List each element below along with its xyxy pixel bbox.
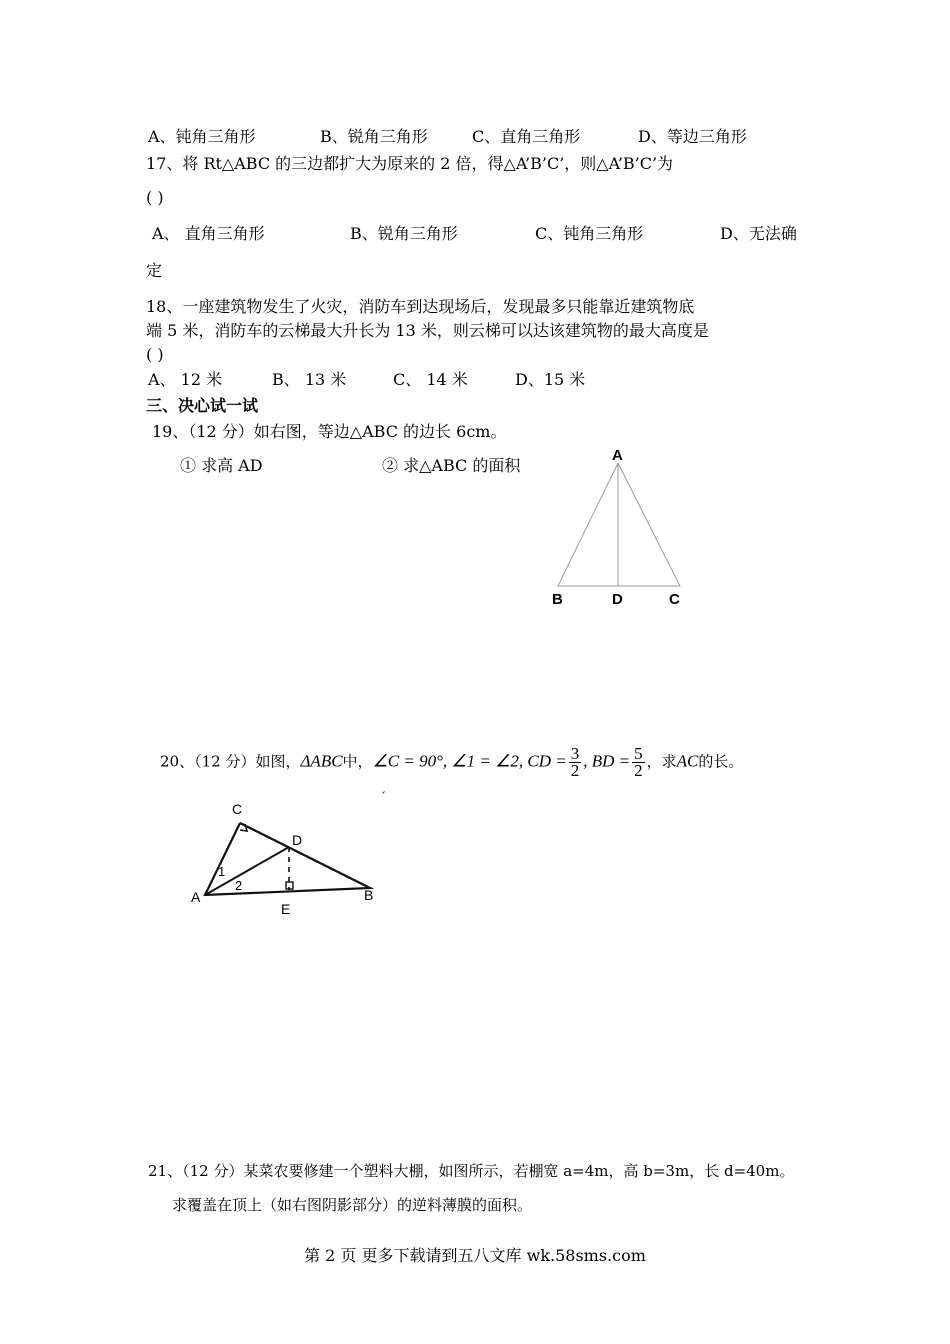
q16-option-b: B、锐角三角形 [320,127,428,146]
q20-prefix: 20、（12 分）如图， [160,752,301,771]
q17-option-d-wrap: 定 [146,261,163,280]
fig-label-d: D [292,832,303,848]
q20-stem [160,746,743,779]
cd-denominator: 2 [570,761,580,780]
q20-ask-pre: ，求 [646,752,677,771]
section-title: 三、决心试一试 [146,396,259,415]
page-footer: 第 2 页 更多下载请到五八文库 wk.58sms.com [304,1246,646,1265]
cd-numerator: 3 [570,744,580,763]
q19-triangle-figure [540,440,700,620]
q17-option-d: D、无法确 [720,224,797,243]
label-b: B [552,591,563,608]
q17-paren: ( ) [146,188,164,207]
q20-fraction-cd [569,746,582,779]
q21-stem-line2: 求覆盖在顶上（如右图阴影部分）的逆料薄膜的面积。 [172,1196,533,1214]
q19-sub2: ② 求△ABC 的面积 [382,456,521,475]
q17-option-b: B、锐角三角形 [350,224,458,243]
q19-sub1: ① 求高 AD [180,456,263,475]
fig-label-e: E [281,901,291,917]
q20-condition-bd: , BD = [583,751,631,771]
q20-condition: ∠C = 90°, ∠1 = ∠2, CD = [372,751,567,771]
label-a: A [612,447,623,464]
label-c: C [669,591,680,608]
q20-ask-var: AC [676,751,699,771]
angle-label-2: 2 [235,878,243,893]
q18-option-c: C、 14 米 [393,370,468,389]
fig-label-c: C [232,801,243,817]
q21-stem-line1: 21、（12 分）某菜农要修建一个塑料大棚，如图所示，若棚宽 a=4m，高 b=3m，长 d=40m。 [148,1162,795,1180]
q20-fraction-bd [632,746,645,779]
q17-option-a: A、 直角三角形 [152,224,265,243]
fig-label-b: B [364,887,374,903]
q17-stem: 17、将 Rt△ABC 的三边都扩大为原来的 2 倍，得△A’B’C’，则△A’B’C’为 [146,154,674,173]
q16-option-d: D、等边三角形 [638,127,747,146]
q16-option-a: A、钝角三角形 [148,127,256,146]
q18-stem-line1: 18、一座建筑物发生了火灾，消防车到达现场后，发现最多只能靠近建筑物底 [146,297,695,316]
label-d: D [612,591,623,608]
q18-option-b: B、 13 米 [272,370,347,389]
q20-triangle-figure [185,790,395,920]
right-triangle [205,823,370,895]
q18-option-d: D、15 米 [515,370,586,389]
q20-triangle-symbol: ΔABC [300,751,343,771]
bd-numerator: 5 [634,744,643,763]
q20-ask-post: 的长。 [698,752,744,771]
bd-denominator: 2 [634,761,643,780]
fig-label-a: A [191,889,201,905]
q16-option-c: C、直角三角形 [472,127,581,146]
q17-option-c: C、钝角三角形 [535,224,644,243]
q19-stem: 19、（12 分）如右图，等边△ABC 的边长 6cm。 [152,422,507,441]
q20-zh: 中， [342,752,373,771]
q18-paren: ( ) [146,345,164,364]
equilateral-triangle [558,463,680,586]
q18-option-a: A、 12 米 [148,370,223,389]
angle-label-1: 1 [218,864,226,879]
q18-stem-line2: 端 5 米，消防车的云梯最大升长为 13 米，则云梯可以达该建筑物的最大高度是 [146,321,709,340]
